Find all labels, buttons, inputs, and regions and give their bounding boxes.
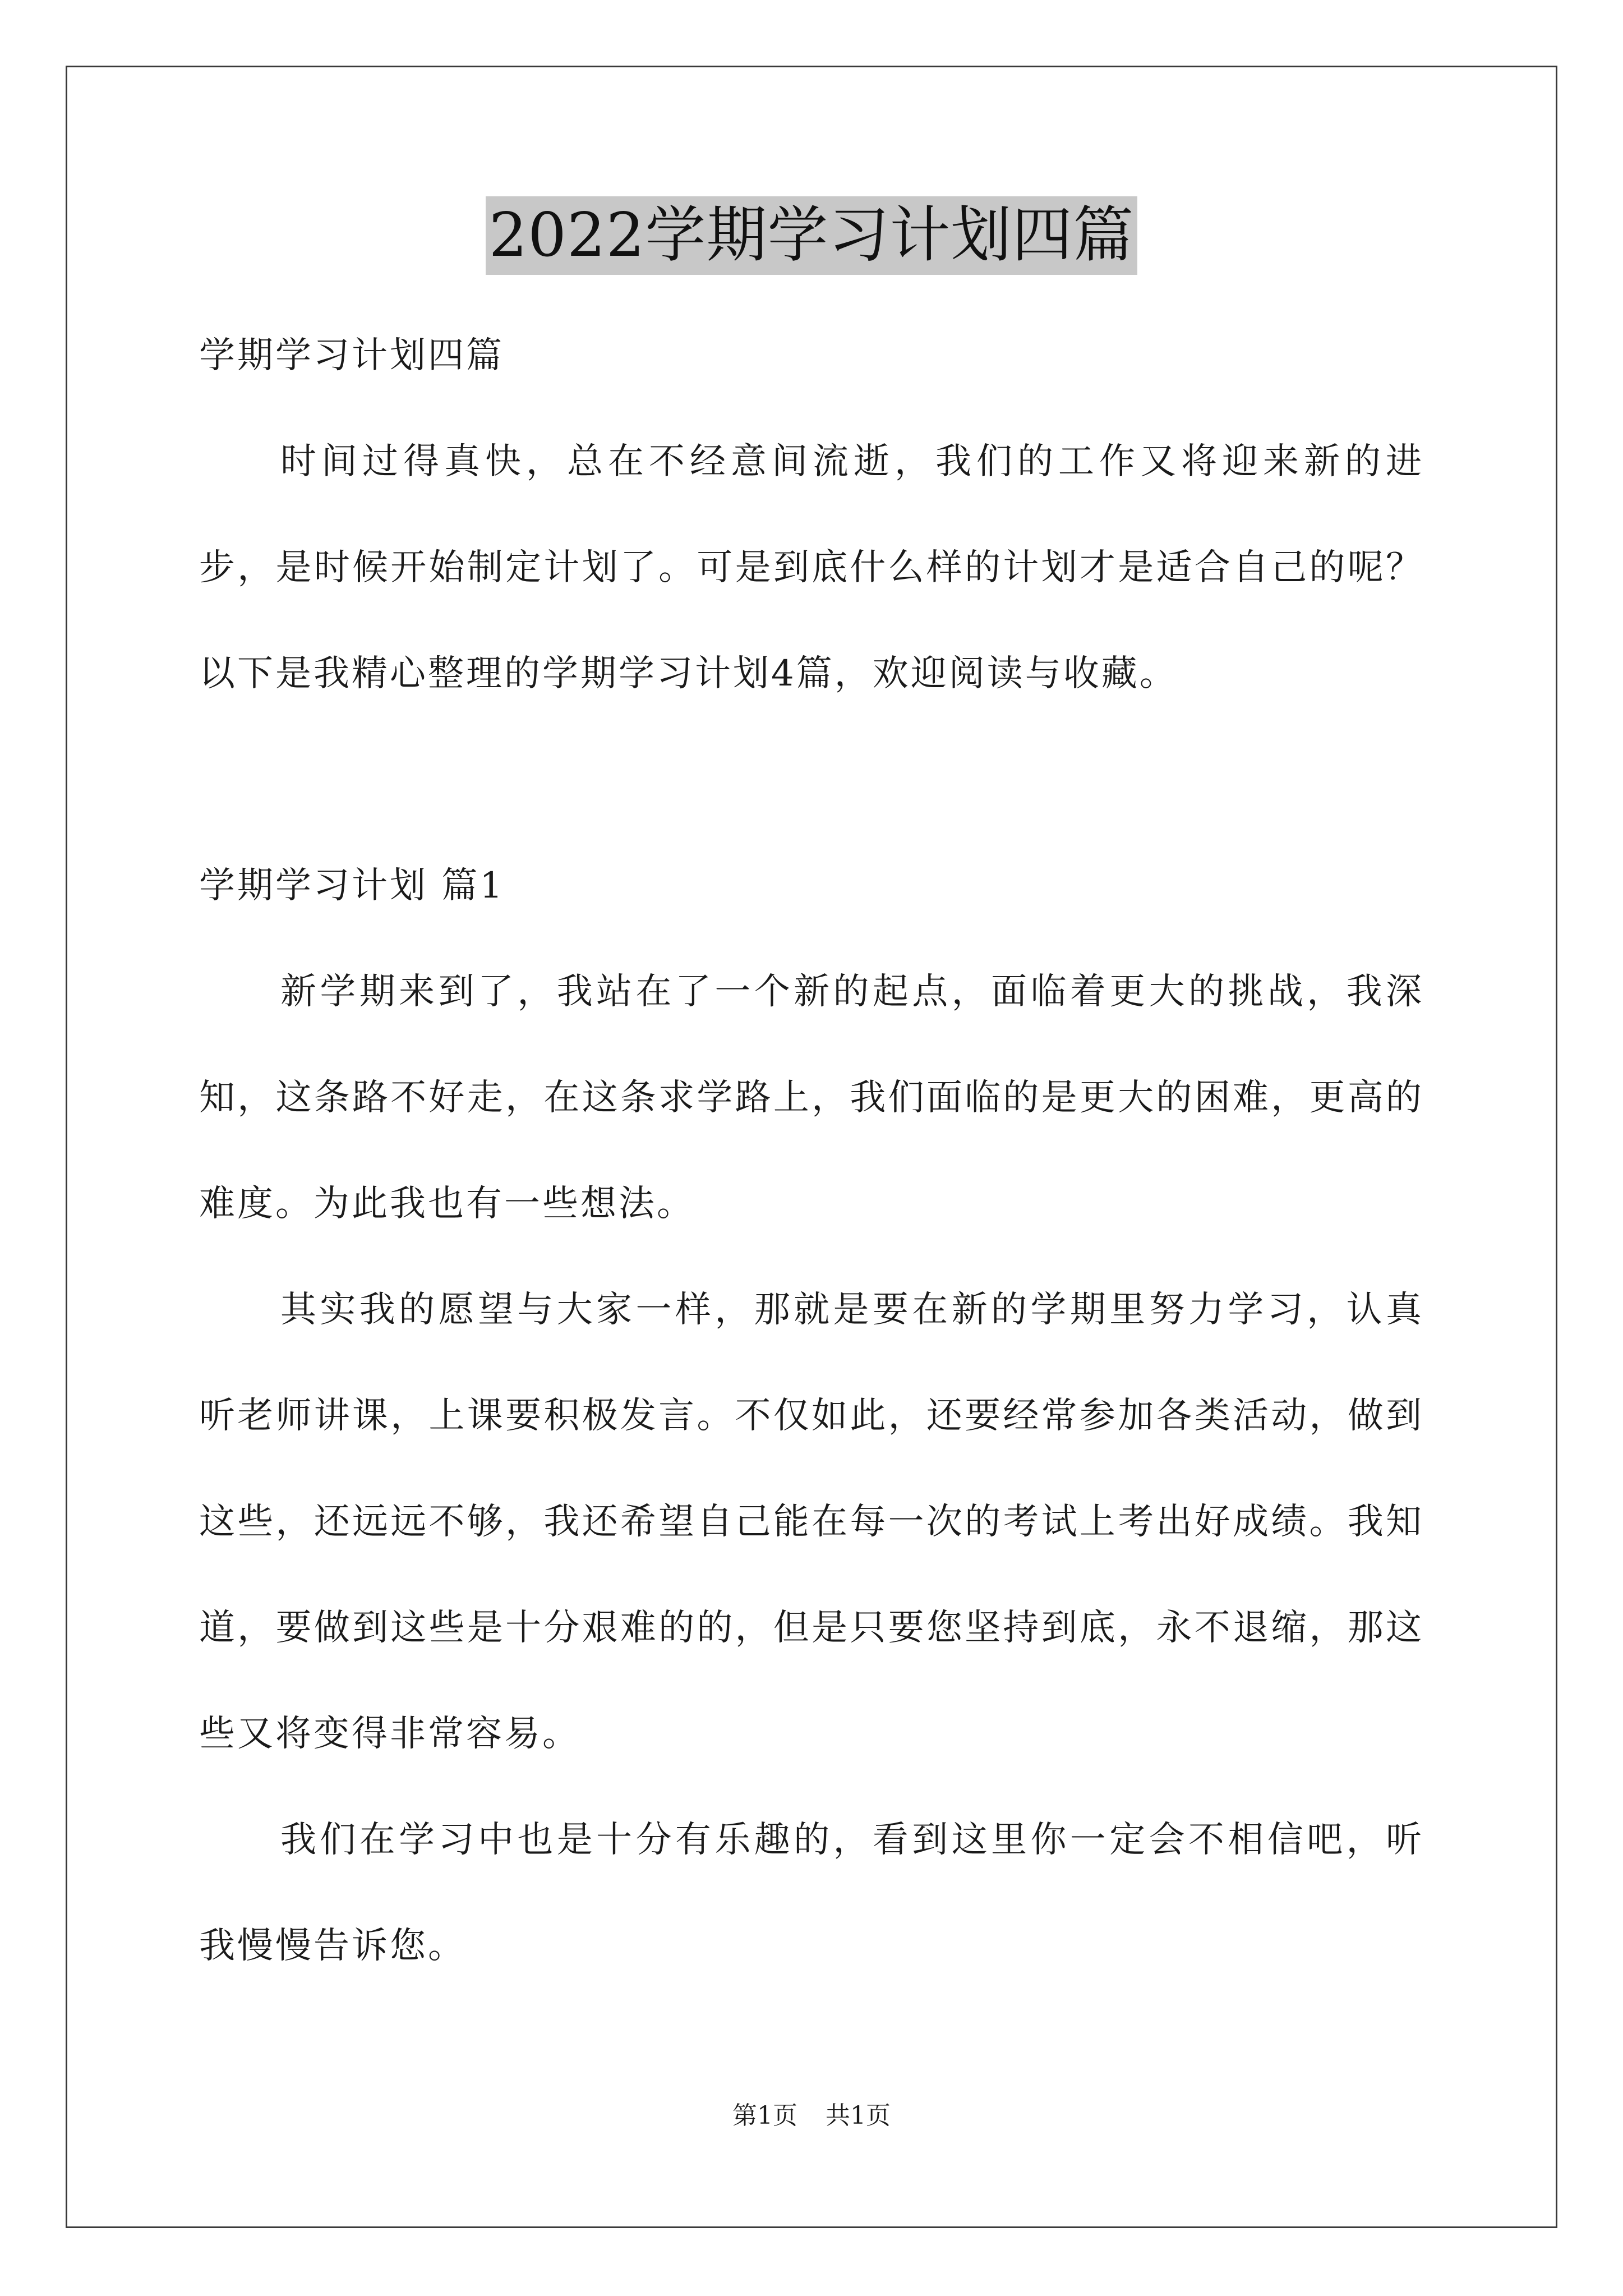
page-footer	[0, 2099, 1623, 2133]
section-gap	[199, 727, 1424, 833]
document-body	[199, 303, 1424, 1999]
body-paragraph: 我们在学习中也是十分有乐趣的，看到这里你一定会不相信吧，听我慢慢告诉您。	[199, 1819, 1424, 1967]
page-total: 共1页	[826, 2101, 891, 2130]
subtitle: 学期学习计划四篇	[199, 335, 504, 376]
body-paragraph: 新学期来到了，我站在了一个新的起点，面临着更大的挑战，我深知，这条路不好走，在这条求学路上，我们面临的是更大的困难，更高的难度。为此我也有一些想法。	[199, 971, 1424, 1225]
page-number: 第1页	[732, 2101, 797, 2130]
intro-paragraph: 时间过得真快，总在不经意间流逝，我们的工作又将迎来新的进步，是时候开始制定计划了。可是到底什么样的计划才是适合自己的呢？以下是我精心整理的学期学习计划4篇，欢迎阅读与收藏。	[199, 441, 1424, 694]
body-paragraph: 其实我的愿望与大家一样，那就是要在新的学期里努力学习，认真听老师讲课，上课要积极发言。不仅如此，还要经常参加各类活动，做到这些，还远远不够，我还希望自己能在每一次的考试上考出好成绩。我知道，要做到这些是十分艰难的的，但是只要您坚持到底，永不退缩，那这些又将变得非常容易。	[199, 1289, 1424, 1755]
title-container	[0, 196, 1623, 275]
section-heading: 学期学习计划 篇1	[199, 865, 505, 907]
document-title: 2022学期学习计划四篇	[486, 196, 1138, 275]
